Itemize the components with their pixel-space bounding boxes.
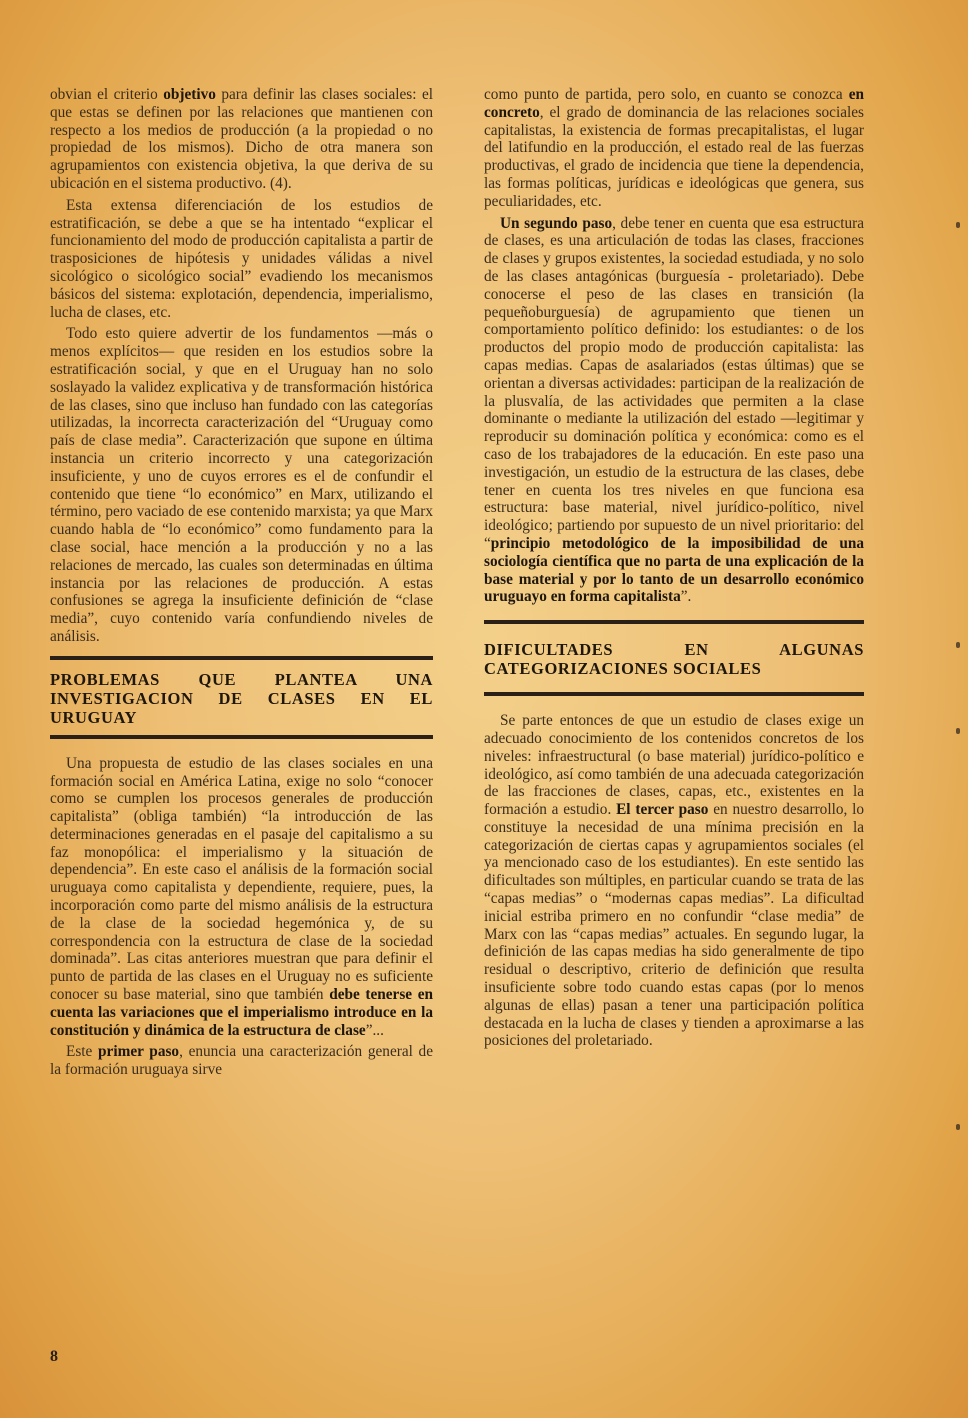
page-number: 8 [50,1348,58,1365]
section-rule-bottom [484,692,864,696]
margin-mark [956,222,960,228]
margin-mark [956,1124,960,1130]
section-heading-dificultades: DIFICULTADES EN ALGUNAS CATEGORIZACIONES SOCIALES [484,640,864,679]
right-paragraph-2: Un segundo paso, debe tener en cuenta que esa estructura de clases, es una articulación de todas las clases, fracciones de clases y grupos existentes, la sociedad estudiada, y no solo de las clases antagónicas (burguesía - proletariado). Debe conocerse el peso de las clases en transición (la pequeñoburguesía) de agrupamiento que tienen un comportamiento político definido: los estudiantes: o de los productos del propio modo de producción capitalista: las capas medias. Capas de asalariados (estas últimas) que se orientan a diversas actividades: participan de la realización de la plusvalía, de las actividades que permiten a la clase dominante o mediante la utilización del estado —legitimar y reproducir su dominación política y económica: como es el caso de los trabajadores de la educación. En este paso una investigación, un estudio de la estructura de las clases, debe tener en cuenta los tres niveles en que funciona esa estructura: base material, nivel jurídico-político, nivel ideológico; partiendo por supuesto de un nivel prioritario: del “principio metodológico de la imposibilidad de una sociología científica que no parta de una explicación de la base material y por lo tanto de un desarrollo económico uruguayo en forma capitalista”. [484,214,864,606]
margin-mark [956,728,960,734]
right-paragraph-3: Se parte entonces de que un estudio de clases exige un adecuado conocimiento de los contenidos concretos de los niveles: infraestructural (o base material) jurídico-político e ideológico, así como también de una adecuada categorización de las fracciones de clases, capas, etc., existentes en la formación a estudio. El tercer paso en nuestro desarrollo, lo constituye la necesidad de una mínima precisión en la categorización de ciertas capas y agrupamientos sociales (el ya mencionado caso de los estudiantes). En este sentido las dificultades son múltiples, en particular cuando se trata de las “capas medias” o “modernas capas medias”. La dificultad inicial estriba primero en no confundir “clase media” de Marx con las “capas medias” actuales. En segundo lugar, la definición de las capas medias ha sido generalmente de tipo residual o descriptivo, criterio de definición que resulta insuficiente sobre todo cuando estas capas (por lo menos algunas de ellas) pasan a tener una participación política destacada en la lucha de clases y tienden a aproximarse a las posiciones del proletariado. [484,712,864,1050]
section-rule-top [484,620,864,624]
left-paragraph-3: Todo esto quiere advertir de los fundamentos —más o menos explícitos— que residen en los estudios sobre la estratificación social, y que en el Uruguay han no solo soslayado la validez explicativa y de transformación histórica de las clases, sino que incluso han fundado con las categorías utilizadas, la incorrecta caracterización del “Uruguay como país de clase media”. Caracterización que supone en última instancia un criterio incorrecto y una categorización insuficiente, y uno de cuyos errores es el de confundir el contenido que tiene “lo económico” en Marx, utilizando el término, pero vaciado de ese contenido marxista; ya que Marx cuando habla de “lo económico” como fundamento para la clase social, hace mención a la producción y no a las relaciones de mercado, las cuales son determinadas en última instancia por las relaciones de producción. A estas confusiones se agrega la insuficiente definición de “clase media”, cuyo contenido varía confundiendo niveles de análisis. [50,325,433,645]
section-rule-top [50,656,433,660]
section-rule-bottom [50,735,433,739]
right-paragraph-1: como punto de partida, pero solo, en cuanto se conozca en concreto, el grado de dominancia de las relaciones sociales capitalistas, la existencia de formas precapitalistas, el lugar del latifundio en la producción, el estado real de las fuerzas productivas, el grado de incidencia que tiene la dependencia, las formas políticas, jurídicas e ideológicas que genera, sus peculiaridades, etc. [484,86,864,210]
left-paragraph-4: Una propuesta de estudio de las clases sociales en una formación social en América Latina, exige no solo “conocer como se cumplen los procesos generales de producción capitalista” (obliga también) “la introducción de las determinaciones generadas en el pasaje del capitalismo a su faz monopólica: el imperialismo y la situación de dependencia”. En este caso el análisis de la formación social uruguaya como capitalista y dependiente, requiere, pues, la incorporación como parte del mismo análisis de la estructura de la clase de la sociedad hegemónica y, de su correspondencia con la estructura de clase de la sociedad dominada”. Las citas anteriores muestran que para definir el punto de partida de las clases en el Uruguay no es suficiente conocer su base material, sino que también debe tenerse en cuenta las variaciones que el imperialismo introduce en la constitución y dinámica de la estructura de clase”... [50,754,433,1039]
left-paragraph-1: obvian el criterio objetivo para definir las clases sociales: el que estas se definen por las relaciones que mantienen con respecto a los medios de producción (a la propiedad o no propiedad de los mismos). Dicho de otra manera son agrupamientos con existencia objetiva, la que deriva de su ubicación en el sistema productivo. (4). [50,86,433,192]
section-heading-problemas: PROBLEMAS QUE PLANTEA UNA INVESTIGACION DE CLASES EN EL URUGUAY [50,669,433,727]
left-paragraph-5: Este primer paso, enuncia una caracterización general de la formación uruguaya sirve [50,1043,433,1079]
right-column [484,86,864,1054]
left-paragraph-2: Esta extensa diferenciación de los estudios de estratificación, se debe a que se ha intentado “explicar el funcionamiento del modo de producción capitalista a partir de trasposiciones de hipótesis y unidades válidas a nivel sicológico o sicológico social” evadiendo los mecanismos básicos del sistema: explotación, dependencia, imperialismo, lucha de clases, etc. [50,196,433,321]
left-column [50,86,433,1083]
margin-mark [956,642,960,648]
